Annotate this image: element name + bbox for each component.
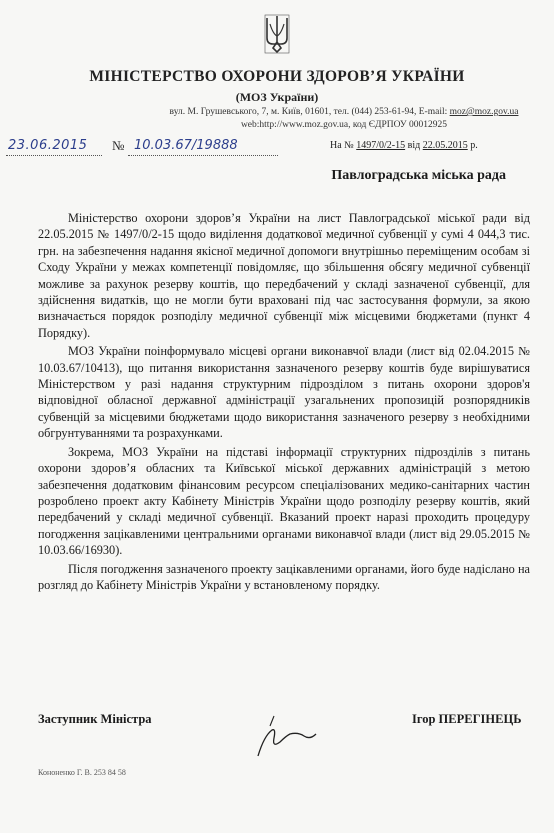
outgoing-number-label: №	[112, 138, 125, 153]
letter-body	[38, 210, 530, 595]
outgoing-number-handwritten: 10.03.67/19888	[134, 138, 238, 153]
ministry-short-name: (МОЗ України)	[235, 90, 319, 104]
paragraph: Міністерство охорони здоров’я України на лист Павлоградської міської ради від 22.05.2015 № 1497/0/2-15 щодо виділення додаткової медичної субвенції у сумі 4 044,3 тис. грн. на забезпечення надання якісної медичної допомоги внутрішньо переміщеним особам зі Сходу України у межах компетенції повідомляє, що збільшення обсягу медичної субвенції можливе за рахунок резерву коштів, що передбачений у складі зазначеної субвенції, для здійснення видатків, що не могли бути враховані під час застосування формули, за якою визначається порядок розподілу медичної субвенції між місцевими бюджетами (пункт 4 Порядку).	[38, 211, 530, 340]
address-line-2: web:http://www.moz.gov.ua, код ЄДРПОУ 00012925	[240, 120, 448, 130]
trident-emblem-icon	[264, 14, 290, 54]
paragraph: Після погодження зазначеного проекту зацікавленими органами, його буде надіслано на розгляд до Кабінету Міністрів України у встановленому порядку.	[38, 561, 530, 592]
signatory-position: Заступник Міністра	[38, 712, 152, 726]
ministry-title: МІНІСТЕРСТВО ОХОРОНИ ЗДОРОВ’Я УКРАЇНИ	[89, 68, 465, 85]
ref-no-label: №	[344, 140, 354, 151]
handwritten-signature-icon	[250, 712, 320, 762]
ministry-address	[148, 106, 540, 132]
outgoing-date-handwritten: 23.06.2015	[8, 138, 88, 153]
email-link[interactable]: moz@moz.gov.ua	[449, 107, 519, 117]
paragraph: МОЗ України поінформувало місцеві органи виконавчої влади (лист від 02.04.2015 № 10.03.67/10413), що питання використання зазначеного резерву коштів буде вирішуватися Міністерством у разі надання структурним підрозділом з питань охорони здоров'я відповідної обласної державної адміністрації узагальнених пропозицій розпорядників субвенцій за місцевими бюджетами щодо використання зазначеного резерву з необхідними обгрунтуваннями та розрахунками.	[38, 344, 530, 441]
ref-date: 22.05.2015	[422, 140, 468, 151]
executor-note: Кононенко Г. В. 253 84 58	[38, 768, 126, 777]
signatory-name: Ігор ПЕРЕГІНЕЦЬ	[412, 712, 522, 726]
date-dotted-line	[6, 155, 102, 156]
address-line-1	[148, 106, 540, 119]
ref-date-label: від	[407, 140, 421, 151]
ref-suffix: р.	[470, 140, 478, 151]
reference-line	[330, 140, 478, 151]
paragraph: Зокрема, МОЗ України на підставі інформації структурних підрозділів з питань охорони здоров’я обласних та Київської міської державних адміністрацій з метою забезпечення додатковим фінансовим ресурсом спеціалізованих медико-санітарних частин розроблено проект акту Кабінету Міністрів України щодо розподілу резерву коштів, який передбачений у складі медичної субвенції. Вказаний проект наразі проходить процедуру погодження зацікавленими центральними органами виконавчої влади (лист від 29.05.2015 № 10.03.66/16930).	[38, 444, 530, 558]
ref-prefix: На	[330, 140, 342, 151]
ref-number: 1497/0/2-15	[356, 140, 406, 151]
address-text: вул. М. Грушевського, 7, м. Київ, 01601, тел. (044) 253-61-94, E-mail:	[169, 107, 450, 117]
recipient: Павлоградська міська рада	[331, 168, 506, 183]
number-dotted-line	[128, 155, 278, 156]
